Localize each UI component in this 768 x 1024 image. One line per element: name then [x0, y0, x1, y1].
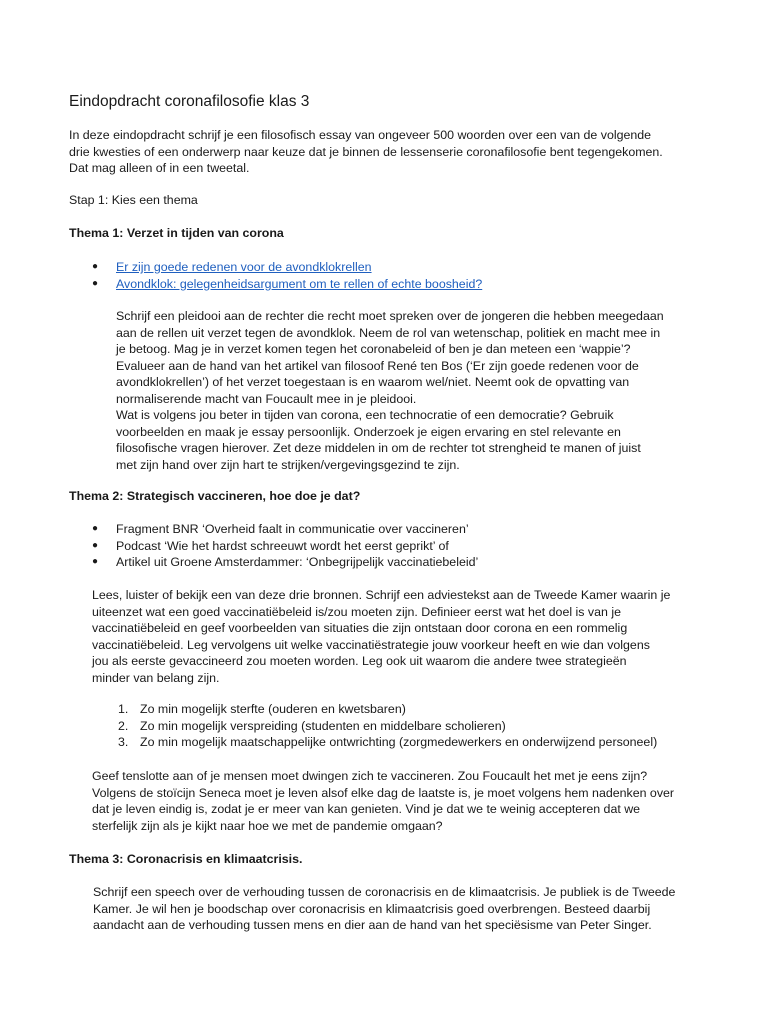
text-line: vaccinatiëbeleid. Leg vervolgens uit welke vaccinatiëstrategie jouw voorkeur heeft en wie dan volgens: [92, 637, 650, 652]
text-line: aandacht aan de verhouding tussen mens en dier aan de hand van het speciësisme van Peter Singer.: [93, 918, 652, 932]
source-label: Fragment BNR ‘Overheid faalt in communicatie over vaccineren’: [116, 522, 469, 536]
theme-3-body: [93, 884, 675, 934]
bullet-icon: ●: [92, 261, 99, 272]
text-line: Wat is volgens jou beter in tijden van corona, een technocratie of een democratie? Gebruik: [116, 408, 614, 422]
bullet-icon: ●: [92, 523, 99, 534]
text-line: sterfelijk zijn als je kijkt naar hoe we met de pandemie omgaan?: [92, 818, 443, 833]
strategy-label: Zo min mogelijk sterfte (ouderen en kwetsbaren): [140, 702, 406, 716]
link-avondklokrellen[interactable]: Er zijn goede redenen voor de avondklokrellen: [116, 260, 372, 274]
list-item: [92, 259, 482, 276]
theme-3-heading: Thema 3: Coronacrisis en klimaatcrisis.: [69, 852, 303, 866]
text-line: Kamer. Je wil hen je boodschap over coronacrisis en klimaatcrisis goed overbrengen. Besteed daarbij: [93, 901, 651, 916]
list-number: 2.: [118, 718, 129, 733]
theme-2-closing: [92, 768, 674, 834]
strategy-list: [118, 701, 658, 751]
text-line: Dat mag alleen of in een tweetal.: [69, 161, 250, 175]
list-item: [118, 734, 658, 751]
text-line: Lees, luister of bekijk een van deze drie bronnen. Schrijf een adviestekst aan de Tweede Kamer waarin je: [92, 588, 671, 602]
text-line: voorbeelden en maak je essay persoonlijk. Onderzoek je eigen ervaring en stel relevante en: [116, 424, 621, 439]
list-number: 1.: [118, 702, 129, 716]
text-line: met zijn hand over zijn hart te strijken/vergevingsgezind te zijn.: [116, 457, 460, 472]
theme-1-link-list: [92, 259, 483, 292]
text-line: In deze eindopdracht schrijf je een filosofisch essay van ongeveer 500 woorden over een van de volgende: [69, 128, 652, 142]
strategy-label: Zo min mogelijk maatschappelijke ontwrichting (zorgmedewerkers en onderwijzend personeel): [140, 735, 658, 749]
list-item: [118, 718, 657, 735]
theme-1-body: [116, 308, 664, 473]
text-line: minder van belang zijn.: [92, 670, 220, 685]
list-number: 3.: [118, 735, 129, 749]
text-line: aan de rellen uit verzet tegen de avondklok. Neem de rol van wetenschap, politiek en macht mee in: [116, 325, 661, 340]
text-line: Schrijf een speech over de verhouding tussen de coronacrisis en de klimaatcrisis. Je publiek is de Tweede: [93, 885, 676, 899]
text-line: Volgens de stoïcijn Seneca moet je leven alsof elke dag de laatste is, je moet volgens hem nadenken over: [92, 785, 675, 800]
text-line: normaliserende macht van Foucault mee in je pleidooi.: [116, 391, 417, 406]
source-label: Podcast ‘Wie het hardst schreeuwt wordt het eerst geprikt’ of: [116, 538, 449, 553]
text-line: jou als eerste gevaccineerd zou moeten worden. Leg ook uit waarom die andere twee strategieën: [92, 654, 627, 668]
strategy-label: Zo min mogelijk verspreiding (studenten en middelbare scholieren): [140, 718, 506, 733]
text-line: filosofische vragen hierover. Zet deze middelen in om de rechter tot strengheid te manen of juist: [116, 441, 641, 455]
text-line: drie kwesties of een onderwerp naar keuze dat je binnen de lessenserie coronafilosofie bent tegengekomen.: [69, 144, 663, 159]
bullet-icon: ●: [92, 277, 99, 289]
theme-2-body: [92, 587, 670, 686]
text-line: Geef tenslotte aan of je mensen moet dwingen zich te vaccineren. Zou Foucault het met je eens zijn?: [92, 769, 648, 783]
theme-2-source-list: [92, 521, 479, 571]
list-item: [118, 701, 657, 718]
list-item: [92, 538, 478, 555]
bullet-icon: ●: [92, 539, 99, 551]
text-line: je betoog. Mag je in verzet komen tegen het coronabeleid of ben je dan meteen een ‘wappie’?: [116, 342, 631, 356]
theme-2-heading: Thema 2: Strategisch vaccineren, hoe doe je dat?: [69, 489, 361, 503]
list-item: [92, 554, 479, 571]
bullet-icon: ●: [92, 556, 99, 567]
intro-paragraph: [69, 127, 663, 177]
text-line: vaccinatiëbeleid en geef voorbeelden van situaties die zijn ontstaan door corona en een rommelig: [92, 621, 628, 635]
text-line: Schrijf een pleidooi aan de rechter die recht moet spreken over de jongeren die hebben meegedaan: [116, 309, 664, 323]
text-line: dat je leven eindig is, zodat je er meer van kan genieten. Vind je dat we te weinig accepteren dat we: [92, 802, 641, 816]
text-line: Evalueer aan de hand van het artikel van filosoof René ten Bos (‘Er zijn goede redenen voor de: [116, 358, 639, 373]
theme-1-heading: Thema 1: Verzet in tijden van corona: [69, 226, 284, 240]
source-label: Artikel uit Groene Amsterdammer: ‘Onbegrijpelijk vaccinatiebeleid’: [116, 555, 479, 569]
link-gelegenheidsargument[interactable]: Avondklok: gelegenheidsargument om te rellen of echte boosheid?: [116, 276, 483, 291]
text-line: avondklokrellen’) of het verzet toegestaan is en waarom wel/niet. Neemt ook de opvatting van: [116, 375, 630, 389]
page-title: Eindopdracht coronafilosofie klas 3: [69, 93, 310, 110]
list-item: [92, 521, 478, 538]
step-1-label: Stap 1: Kies een thema: [69, 193, 198, 207]
text-line: uiteenzet wat een goed vaccinatiëbeleid is/zou moeten zijn. Definieer eerst wat het doel is van je: [92, 604, 621, 619]
list-item: [92, 276, 483, 293]
